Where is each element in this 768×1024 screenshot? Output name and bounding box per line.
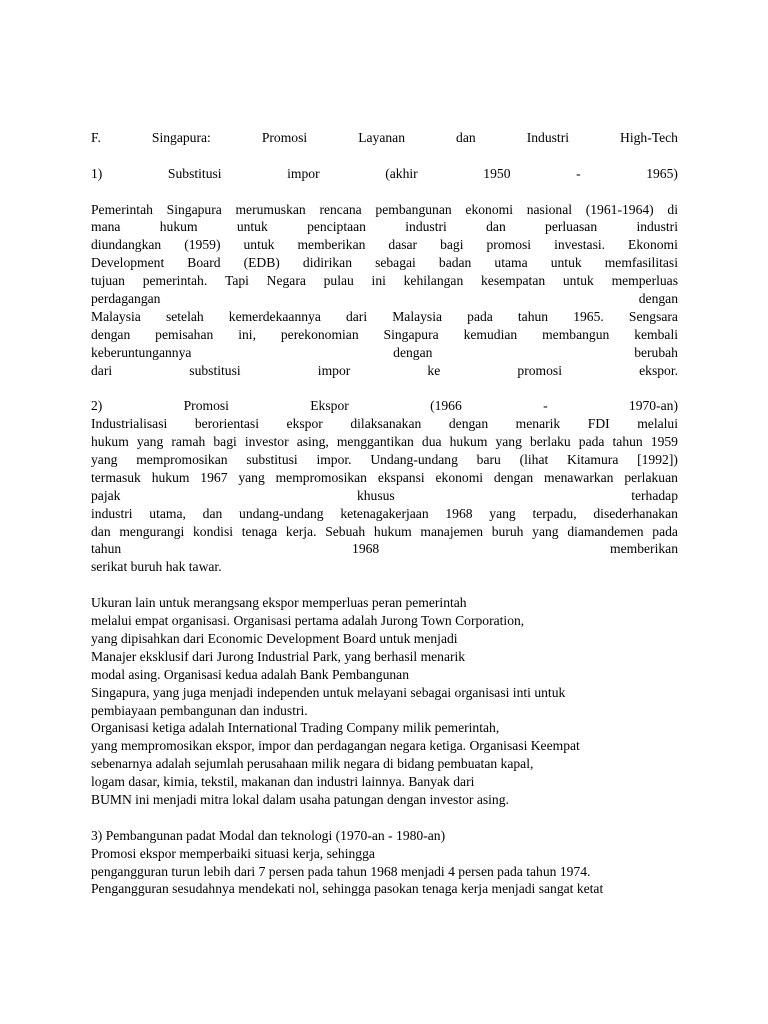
- word: dari: [345, 308, 368, 324]
- word: asing,: [296, 434, 329, 450]
- word: tenaga: [241, 523, 278, 539]
- word: berorientasi: [194, 416, 259, 432]
- word: pada: [467, 308, 493, 324]
- word: dan: [91, 523, 111, 539]
- part2-paragraph: [91, 415, 678, 576]
- text-line: yang dipisahkan dari Economic Development Board untuk menjadi: [91, 630, 458, 646]
- word: ramah: [171, 434, 206, 450]
- word: pulau: [323, 273, 354, 289]
- word: hukum: [91, 434, 129, 450]
- word: tahun: [612, 434, 643, 450]
- word: Ekonomi: [628, 237, 678, 253]
- word: [1992]): [637, 452, 678, 468]
- heading-word: High-Tech: [620, 130, 678, 145]
- word: pemerintah.: [142, 273, 208, 289]
- word: perdagangan: [91, 291, 161, 307]
- word: ekonomi: [465, 201, 513, 217]
- word: kerja.: [285, 523, 317, 539]
- word: diamandemen: [567, 523, 644, 539]
- word: tahun: [517, 308, 549, 324]
- text-line: [91, 218, 678, 236]
- word: yang: [489, 505, 516, 521]
- word: substitusi: [246, 452, 298, 468]
- word: 1967: [200, 469, 228, 485]
- word: pemisahan: [155, 326, 214, 342]
- word: badan: [438, 255, 472, 271]
- word: perlakuan: [624, 469, 678, 485]
- word: dua: [421, 434, 442, 450]
- heading-word: Layanan: [358, 130, 405, 145]
- word: impor.: [316, 452, 352, 468]
- text-line: [91, 308, 678, 326]
- word: untuk: [550, 255, 582, 271]
- word: tujuan: [91, 273, 125, 289]
- text-line: [91, 201, 678, 219]
- text-line: sebenarnya adalah sejumlah perusahaan milik negara di bidang pembuatan kapal,: [91, 756, 534, 772]
- word: dan: [202, 505, 223, 521]
- word: dan: [486, 219, 506, 235]
- word: melalui: [637, 416, 678, 432]
- part3-heading: 3) Pembangunan padat Modal dan teknologi (1970-an - 1980-an): [91, 827, 446, 843]
- text-line: [91, 272, 678, 290]
- word: Tapi: [224, 273, 249, 289]
- word: Development: [91, 255, 165, 271]
- word: perluasan: [545, 219, 598, 235]
- heading-word: Ekspor: [310, 398, 349, 414]
- heading-word: 1965): [646, 165, 678, 181]
- word: kesempatan: [480, 273, 546, 289]
- heading-word: -: [576, 165, 581, 181]
- word: (EDB): [243, 255, 280, 271]
- word: Undang-undang: [370, 452, 458, 468]
- word: dengan: [638, 291, 678, 307]
- heading-word: Substitusi: [167, 165, 222, 181]
- word: Malaysia: [392, 308, 443, 324]
- heading-word: Promosi: [261, 130, 308, 145]
- heading-word: (1966: [430, 398, 462, 414]
- word: untuk: [243, 237, 275, 253]
- word: investor: [244, 434, 289, 450]
- part2b-paragraph: [91, 594, 678, 809]
- word: kemerdekaannya: [228, 308, 321, 324]
- word: berlaku: [529, 434, 571, 450]
- word: nasional: [526, 201, 573, 217]
- word: Board: [187, 255, 221, 271]
- word: industri: [405, 219, 447, 235]
- word: Kitamura: [567, 452, 619, 468]
- text-line: [91, 362, 678, 380]
- word: substitusi: [189, 362, 241, 378]
- word: dasar: [388, 237, 418, 253]
- word: Malaysia: [91, 308, 141, 324]
- text-line: Organisasi ketiga adalah International Trading Company milik pemerintah,: [91, 720, 500, 736]
- word: dengan: [91, 326, 131, 342]
- word: setelah: [165, 308, 204, 324]
- text-line: [91, 487, 678, 505]
- part3-paragraph: [91, 845, 678, 899]
- word: mengurangi: [119, 523, 185, 539]
- text-line: pengangguran turun lebih dari 7 persen pada tahun 1968 menjadi 4 persen pada tahun 1974.: [91, 863, 591, 879]
- word: kemudian: [463, 326, 518, 342]
- word: yang: [136, 434, 164, 450]
- word: perekonomian: [280, 326, 359, 342]
- word: impor: [317, 362, 351, 378]
- word: merumuskan: [235, 201, 306, 217]
- word: (1961-1964): [585, 201, 654, 217]
- heading-word: Singapura:: [151, 130, 211, 145]
- word: untuk: [236, 219, 268, 235]
- word: yang: [238, 469, 265, 485]
- word: memberikan: [610, 541, 678, 557]
- word: rencana: [319, 201, 362, 217]
- word: ekspor: [286, 416, 323, 432]
- word: sebagai: [375, 255, 416, 271]
- word: menggantikan: [336, 434, 414, 450]
- word: 1968: [445, 505, 473, 521]
- word: diundangkan: [91, 237, 162, 253]
- word: promosi: [486, 237, 532, 253]
- word: dilaksanakan: [350, 416, 422, 432]
- word: industri: [636, 219, 678, 235]
- word: untuk: [562, 273, 594, 289]
- word: (1959): [184, 237, 221, 253]
- word: mana: [91, 219, 121, 235]
- word: kondisi: [192, 523, 234, 539]
- word: penciptaan: [307, 219, 366, 235]
- text-line: [91, 523, 678, 541]
- heading-word: impor: [287, 165, 320, 181]
- word: dengan: [493, 469, 534, 485]
- heading-word: dan: [456, 130, 476, 145]
- heading-word: 1950: [483, 165, 511, 181]
- word: ekspor.: [639, 362, 678, 378]
- heading-word: Industri: [526, 130, 569, 145]
- word: ini,: [238, 326, 256, 342]
- word: 1968: [352, 541, 380, 557]
- word: yang: [91, 452, 118, 468]
- part1-heading: [91, 165, 678, 183]
- text-line: Pengangguran sesudahnya mendekati nol, sehingga pasokan tenaga kerja menjadi sangat ketat: [91, 881, 604, 897]
- text-line: [91, 505, 678, 523]
- part1-paragraph: [91, 201, 678, 380]
- word: mempromosikan: [275, 469, 367, 485]
- word: memfasilitasi: [604, 255, 678, 271]
- word: bagi: [213, 434, 237, 450]
- section-f-heading: [91, 129, 678, 147]
- word: industri: [91, 505, 133, 521]
- word: ketenagakerjaan: [340, 505, 429, 521]
- text-line: Manajer eksklusif dari Jurong Industrial Park, yang berhasil menarik: [91, 648, 466, 664]
- word: ke: [427, 362, 441, 378]
- text-line: modal asing. Organisasi kedua adalah Bank Pembangunan: [91, 666, 409, 682]
- word: yang: [495, 434, 522, 450]
- word: di: [667, 201, 678, 217]
- text-line: serikat buruh hak tawar.: [91, 559, 222, 575]
- word: FDI: [587, 416, 610, 432]
- text-line: [91, 415, 678, 433]
- word: manajemen: [420, 523, 484, 539]
- text-line: logam dasar, kimia, tekstil, makanan dan industri lainnya. Banyak dari: [91, 774, 475, 790]
- word: Negara: [266, 273, 306, 289]
- word: dengan: [448, 416, 489, 432]
- word: pajak: [91, 487, 121, 503]
- word: ekspansi: [377, 469, 425, 485]
- word: dengan: [393, 344, 433, 360]
- text-line: [91, 451, 678, 469]
- word: pada: [578, 434, 605, 450]
- word: kehilangan: [403, 273, 464, 289]
- word: pada: [652, 523, 678, 539]
- word: hukum: [151, 469, 190, 485]
- word: hukum: [373, 523, 412, 539]
- word: tahun: [91, 541, 122, 557]
- word: mempromosikan: [136, 452, 228, 468]
- word: menawarkan: [544, 469, 614, 485]
- word: khusus: [356, 487, 395, 503]
- text-line: melalui empat organisasi. Organisasi pertama adalah Jurong Town Corporation,: [91, 613, 525, 629]
- word: kembali: [634, 326, 678, 342]
- word: hukum: [159, 219, 198, 235]
- word: Singapura: [166, 201, 222, 217]
- heading-word: 2): [91, 398, 103, 414]
- word: baru: [476, 452, 501, 468]
- heading-word: -: [543, 398, 548, 414]
- word: terhadap: [631, 487, 678, 503]
- text-line: [91, 236, 678, 254]
- text-line: [91, 290, 678, 308]
- word: ini: [371, 273, 386, 289]
- text-line: Promosi ekspor memperbaiki situasi kerja, sehingga: [91, 845, 375, 861]
- word: promosi: [517, 362, 562, 378]
- word: bagi: [440, 237, 464, 253]
- text-line: yang mempromosikan ekspor, impor dan perdagangan negara ketiga. Organisasi Keempat: [91, 738, 580, 754]
- word: hukum: [449, 434, 488, 450]
- text-line: [91, 540, 678, 558]
- text-line: Ukuran lain untuk merangsang ekspor memperluas peran pemerintah: [91, 595, 467, 611]
- text-line: [91, 469, 678, 487]
- word: termasuk: [91, 469, 141, 485]
- word: undang-undang: [239, 505, 324, 521]
- heading-word: 1970-an): [628, 398, 678, 414]
- word: Singapura: [383, 326, 439, 342]
- word: berubah: [634, 344, 678, 360]
- word: disederhanakan: [593, 505, 678, 521]
- text-line: [91, 344, 678, 362]
- word: didirikan: [302, 255, 352, 271]
- heading-word: (akhir: [385, 165, 418, 181]
- heading-word: Promosi: [183, 398, 229, 414]
- word: yang: [532, 523, 559, 539]
- text-line: BUMN ini menjadi mitra lokal dalam usaha patungan dengan investor asing.: [91, 791, 509, 807]
- text-line: [91, 326, 678, 344]
- word: Pemerintah: [91, 201, 153, 217]
- heading-word: 1): [91, 165, 103, 181]
- document-page: [91, 129, 678, 898]
- word: buruh: [491, 523, 524, 539]
- word: Sebuah: [325, 523, 366, 539]
- word: pembangunan: [375, 201, 452, 217]
- word: menarik: [515, 416, 561, 432]
- text-line: Singapura, yang juga menjadi independen untuk melayani sebagai organisasi inti untuk: [91, 684, 566, 700]
- word: utama,: [149, 505, 186, 521]
- text-line: [91, 254, 678, 272]
- word: membangun: [542, 326, 610, 342]
- word: 1965.: [573, 308, 604, 324]
- word: utama: [494, 255, 528, 271]
- word: 1959: [650, 434, 678, 450]
- word: investasi.: [554, 237, 606, 253]
- word: terpadu,: [532, 505, 577, 521]
- word: (lihat: [519, 452, 549, 468]
- word: keberuntungannya: [91, 344, 192, 360]
- word: Industrialisasi: [91, 416, 168, 432]
- word: memperluas: [611, 273, 678, 289]
- text-line: [91, 433, 678, 451]
- word: memberikan: [297, 237, 366, 253]
- word: Sengsara: [628, 308, 678, 324]
- word: ekonomi: [435, 469, 484, 485]
- text-line: pembiayaan pembangunan dan industri.: [91, 702, 308, 718]
- part2-heading: [91, 397, 678, 415]
- heading-word: F.: [91, 130, 101, 145]
- word: dari: [91, 362, 113, 378]
